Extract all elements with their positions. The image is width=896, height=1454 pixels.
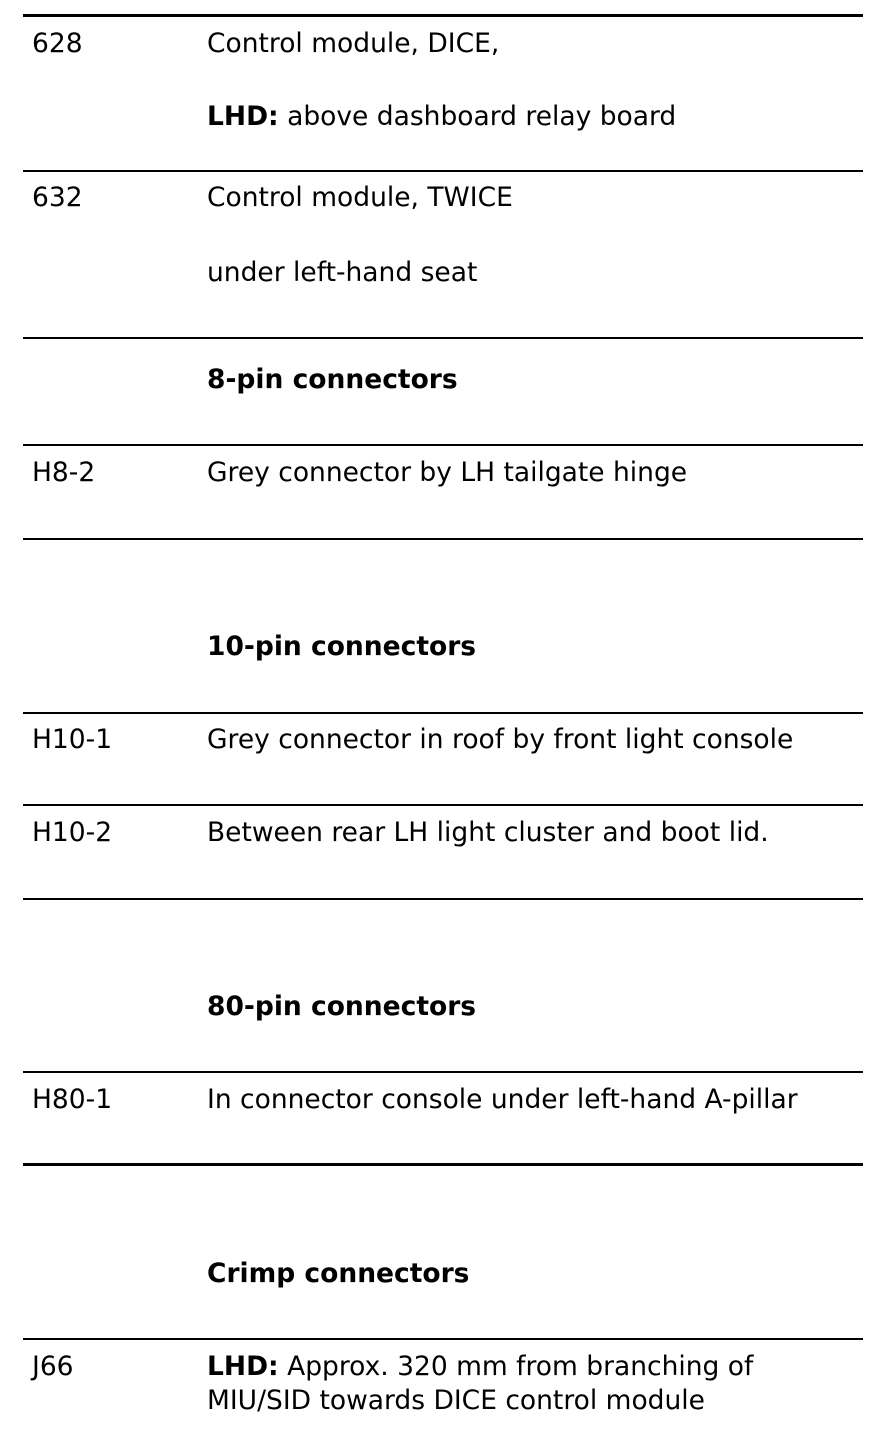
connector-description: Grey connector by LH tailgate hinge	[207, 457, 688, 488]
table-rule	[23, 1163, 863, 1166]
table-rule	[23, 14, 863, 17]
connector-location: under left-hand seat	[207, 257, 478, 288]
table-rule	[23, 1338, 863, 1340]
table-rule	[23, 1071, 863, 1073]
connector-code: H10-2	[32, 817, 113, 848]
section-heading: 80-pin connectors	[207, 991, 477, 1022]
table-rule	[23, 804, 863, 806]
connector-code: H80-1	[32, 1084, 113, 1115]
connector-code: 632	[32, 182, 83, 213]
connector-code: 628	[32, 28, 83, 59]
connector-code: J66	[32, 1351, 74, 1382]
connector-description: In connector console under left-hand A-pillar	[207, 1084, 798, 1115]
table-rule	[23, 337, 863, 339]
table-rule	[23, 538, 863, 540]
connector-code: H8-2	[32, 457, 96, 488]
connector-description: Control module, TWICE	[207, 182, 513, 213]
table-rule	[23, 898, 863, 900]
section-heading: 10-pin connectors	[207, 631, 477, 662]
description-text: Approx. 320 mm from branching of	[278, 1351, 754, 1382]
location-text: above dashboard relay board	[278, 101, 677, 132]
connector-code: H10-1	[32, 724, 113, 755]
lhd-label: LHD:	[207, 101, 279, 132]
connector-description: Control module, DICE,	[207, 28, 500, 59]
lhd-label: LHD:	[207, 1351, 279, 1382]
table-rule	[23, 170, 863, 172]
connector-description	[207, 1350, 753, 1384]
connector-location	[207, 100, 676, 134]
connector-description-cont: MIU/SID towards DICE control module	[207, 1385, 705, 1416]
section-heading: 8-pin connectors	[207, 364, 458, 395]
connector-description: Grey connector in roof by front light console	[207, 724, 794, 755]
table-rule	[23, 444, 863, 446]
connector-description: Between rear LH light cluster and boot lid.	[207, 817, 769, 848]
table-rule	[23, 712, 863, 714]
section-heading: Crimp connectors	[207, 1258, 470, 1289]
